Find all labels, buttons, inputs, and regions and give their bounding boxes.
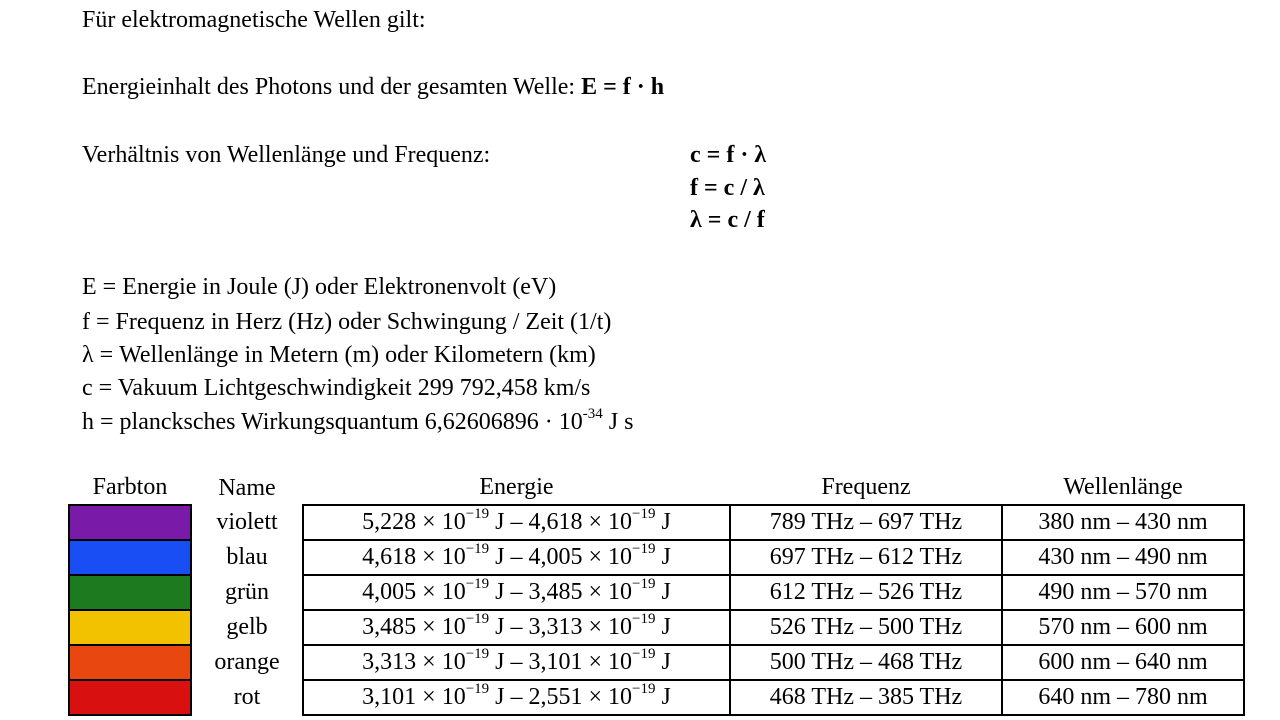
table-row <box>69 575 1244 610</box>
energy-min: 3,313 <box>362 649 417 675</box>
energy-base: 10 <box>608 649 633 675</box>
energy-max: 3,485 <box>528 579 583 605</box>
formula-c: c = f · λ <box>690 142 767 168</box>
energy-base: 10 <box>608 509 633 535</box>
header-wellenlaenge: Wellenlänge <box>1063 474 1183 500</box>
energy-separator: J – <box>489 649 529 675</box>
frequency-range: 468 THz – 385 THz <box>730 680 1002 715</box>
color-swatch <box>69 505 191 540</box>
energy-exponent: −19 <box>465 576 490 592</box>
frequency-range: 500 THz – 468 THz <box>730 645 1002 680</box>
energy-base: 10 <box>441 684 466 710</box>
energy-exponent: −19 <box>632 646 656 662</box>
energy-base: 10 <box>441 614 466 640</box>
table-row <box>69 505 1244 540</box>
energy-separator: J – <box>489 579 529 605</box>
color-name: gelb <box>191 610 303 645</box>
energy-base: 10 <box>441 544 466 570</box>
wavelength-range: 430 nm – 490 nm <box>1002 540 1244 575</box>
definition-light-speed: c = Vakuum Lichtgeschwindigkeit 299 792,458 km/s <box>82 375 591 401</box>
wavelength-range: 570 nm – 600 nm <box>1002 610 1244 645</box>
wavelength-range: 380 nm – 430 nm <box>1002 505 1244 540</box>
formula-lambda: λ = c / f <box>690 207 765 233</box>
energy-line <box>82 73 664 101</box>
energy-separator: J – <box>489 544 529 570</box>
energy-exponent: −19 <box>632 611 656 627</box>
header-farbton: Farbton <box>92 474 168 500</box>
header-frequenz: Frequenz <box>821 474 911 500</box>
frequency-range: 697 THz – 612 THz <box>730 540 1002 575</box>
color-swatch <box>69 645 191 680</box>
energy-exponent: −19 <box>465 541 490 557</box>
definition-energy: E = Energie in Joule (J) oder Elektronenvolt (eV) <box>82 274 557 300</box>
table-body <box>69 505 1244 715</box>
color-swatch <box>69 680 191 715</box>
energy-min: 5,228 <box>362 509 417 535</box>
energy-separator: J – <box>489 614 529 640</box>
energy-separator: J – <box>489 684 529 710</box>
energy-exponent: −19 <box>465 506 490 522</box>
energy-max: 3,313 <box>528 614 583 640</box>
color-name: orange <box>191 645 303 680</box>
planck-suffix: J s <box>602 409 634 435</box>
definition-planck <box>82 408 633 436</box>
color-swatch <box>69 575 191 610</box>
energy-max: 4,618 <box>528 509 583 535</box>
energy-label: Energieinhalt des Photons und der gesamten Welle: <box>82 74 576 100</box>
header-energie: Energie <box>479 474 554 500</box>
color-name: rot <box>191 680 303 715</box>
energy-min: 3,485 <box>362 614 417 640</box>
energy-exponent: −19 <box>465 681 490 697</box>
energy-base: 10 <box>608 544 633 570</box>
energy-range: $4,618 \times 10^{-19}$ $J - 4,005 \times 10^{-19}$ J <box>303 540 730 575</box>
energy-max: 3,101 <box>528 649 583 675</box>
planck-prefix: h = plancksches Wirkungsquantum 6,62606896 · 10 <box>82 409 583 435</box>
ratio-label: Verhältnis von Wellenlänge und Frequenz: <box>82 142 491 168</box>
frequency-range: 612 THz – 526 THz <box>730 575 1002 610</box>
color-swatch <box>69 540 191 575</box>
energy-range: $3,485 \times 10^{-19}$ $J - 3,313 \times 10^{-19}$ J <box>303 610 730 645</box>
energy-range: $3,101 \times 10^{-19}$ $J - 2,551 \times 10^{-19}$ J <box>303 680 730 715</box>
energy-exponent: −19 <box>632 681 656 697</box>
energy-base: 10 <box>608 614 633 640</box>
table-row <box>69 645 1244 680</box>
intro-text: Für elektromagnetische Wellen gilt: <box>82 7 426 33</box>
energy-min: 4,618 <box>362 544 417 570</box>
energy-base: 10 <box>441 649 466 675</box>
energy-exponent: −19 <box>632 576 656 592</box>
wavelength-range: 640 nm – 780 nm <box>1002 680 1244 715</box>
frequency-range: 789 THz – 697 THz <box>730 505 1002 540</box>
energy-min: 3,101 <box>362 684 417 710</box>
energy-base: 10 <box>441 509 466 535</box>
color-name: grün <box>191 575 303 610</box>
energy-range: $4,005 \times 10^{-19}$ $J - 3,485 \times 10^{-19}$ J <box>303 575 730 610</box>
table-row <box>69 610 1244 645</box>
energy-exponent: −19 <box>632 541 656 557</box>
energy-range: $5,228 \times 10^{-19}$ $J - 4,618 \times 10^{-19}$ J <box>303 505 730 540</box>
formula-f: f = c / λ <box>690 175 765 201</box>
energy-base: 10 <box>608 579 633 605</box>
wavelength-range: 600 nm – 640 nm <box>1002 645 1244 680</box>
color-name: violett <box>191 505 303 540</box>
definition-wavelength: λ = Wellenlänge in Metern (m) oder Kilometern (km) <box>82 342 596 368</box>
frequency-range: 526 THz – 500 THz <box>730 610 1002 645</box>
energy-min: 4,005 <box>362 579 417 605</box>
wavelength-range: 490 nm – 570 nm <box>1002 575 1244 610</box>
energy-exponent: −19 <box>632 506 656 522</box>
table-header-row <box>69 471 1244 505</box>
energy-exponent: −19 <box>465 646 490 662</box>
energy-formula: E = f · h <box>581 74 665 100</box>
spectrum-table <box>68 471 1245 716</box>
table-row <box>69 680 1244 715</box>
energy-exponent: −19 <box>465 611 490 627</box>
energy-separator: J – <box>489 509 529 535</box>
table-row <box>69 540 1244 575</box>
header-name: Name <box>218 474 276 501</box>
color-name: blau <box>191 540 303 575</box>
energy-max: 2,551 <box>528 684 583 710</box>
energy-base: 10 <box>608 684 633 710</box>
planck-exponent: -34 <box>582 406 603 422</box>
energy-range: $3,313 \times 10^{-19}$ $J - 3,101 \times 10^{-19}$ J <box>303 645 730 680</box>
energy-max: 4,005 <box>528 544 583 570</box>
color-swatch <box>69 610 191 645</box>
energy-base: 10 <box>441 579 466 605</box>
definition-frequency: f = Frequenz in Herz (Hz) oder Schwingung / Zeit (1/t) <box>82 309 612 335</box>
